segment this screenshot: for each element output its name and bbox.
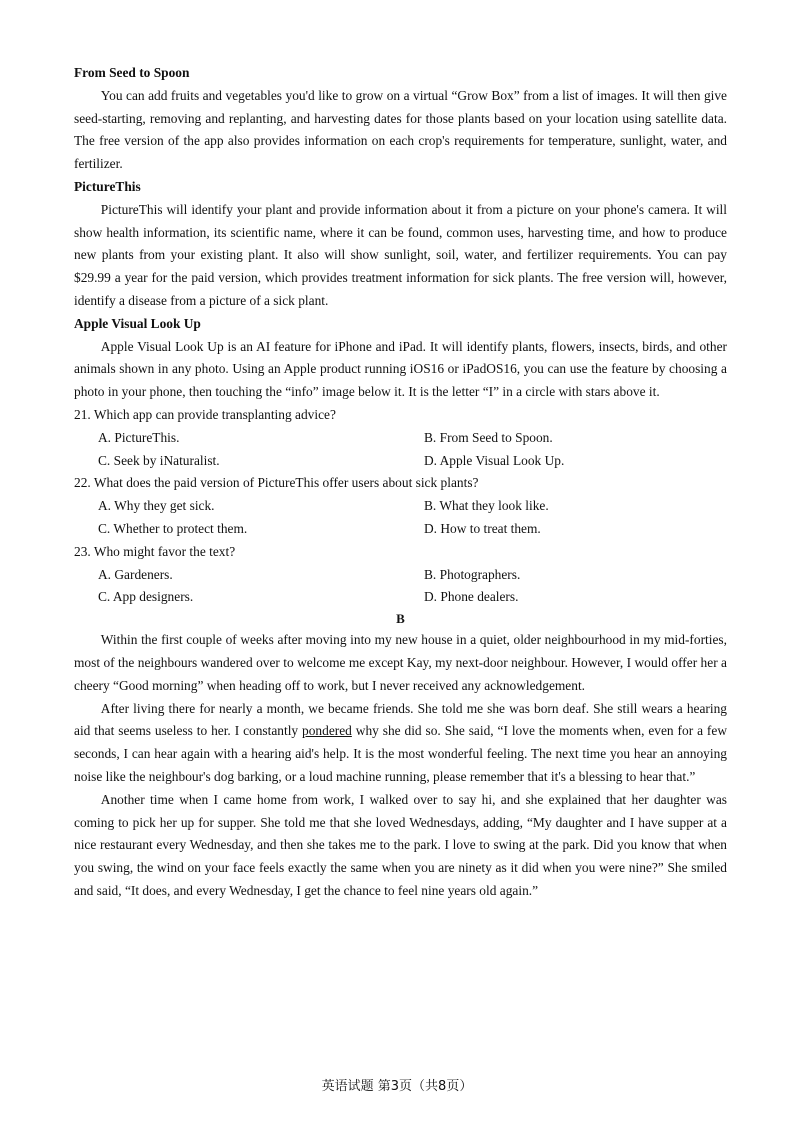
option-d: D. How to treat them. (424, 520, 541, 536)
question-21 (74, 404, 727, 472)
option-c: C. App designers. (98, 589, 194, 605)
question-22 (74, 472, 727, 540)
option-a: A. PictureThis. (98, 429, 180, 445)
app-title-seed-to-spoon: From Seed to Spoon (74, 65, 190, 80)
app-description-apple-visual-look-up: Apple Visual Look Up is an AI feature for iPhone and iPad. It will identify plants, flowers, insects, birds, and other animals shown in any photo. Using an Apple product running iOS16 or iPadOS16, you can use the feature by choosing a photo in your phone, then touching the “info” image below it. It is the letter “I” in a circle with stars above it. (74, 338, 727, 400)
option-b: B. Photographers. (424, 566, 521, 582)
option-d: D. Phone dealers. (424, 589, 519, 605)
option-b: B. From Seed to Spoon. (424, 429, 553, 445)
answer-options (74, 427, 727, 473)
app-description-seed-to-spoon: You can add fruits and vegetables you'd like to grow on a virtual “Grow Box” from a list of images. It will then give seed-starting, removing and replanting, and harvesting dates for those plants based on your location using satellite data. The free version of the app also provides information on each crop's requirements for temperature, sunlight, water, and fertilizer. (74, 87, 727, 172)
app-title-apple-visual-look-up: Apple Visual Look Up (74, 315, 201, 331)
passage-b-paragraph-3: Another time when I came home from work, I walked over to say hi, and she explained that her daughter was coming to pick her up for supper. She told me that she loved Wednesdays, adding, “My daughter and I have supper at a nice restaurant every Wednesday, and then she takes me to the park. I love to swing at the park. Did you know that when you swing, the wind on your face feels exactly the same when you are ninety as it did when you were nine?” She smiled and said, “It does, and every Wednesday, I get the chance to feel nine years old again.” (74, 791, 727, 898)
app-title-picturethis: PictureThis (74, 178, 141, 194)
question-stem: 22. What does the paid version of PictureThis offer users about sick plants? (74, 475, 479, 491)
paragraph-text: After living there for nearly a month, we became friends. She told me she was born deaf. She still wears a hearing aid that seems useless to her. I constantly (74, 700, 727, 739)
question-stem: 21. Which app can provide transplanting advice? (74, 406, 336, 422)
answer-options (74, 564, 727, 610)
passage-b-paragraph-1: Within the first couple of weeks after moving into my new house in a quiet, older neighbourhood in my mid-forties, most of the neighbours wandered over to welcome me except Kay, my next-door neighbour. However, I would offer her a cheery “Good morning” when heading off to work, but I never received any acknowledgement. (74, 632, 727, 693)
page-footer: 英语试题 第3页（共8页） (321, 1079, 473, 1094)
option-c: C. Whether to protect them. (98, 520, 248, 536)
app-description-picturethis: PictureThis will identify your plant and provide information about it from a picture on your phone's camera. It will show health information, its scientific name, where it can be found, common uses, harvesting time, and how to produce new plants from your existing plant. It also will show sunlight, soil, water, and fertilizer requirements. You can pay $29.99 a year for the paid version, which provides treatment information for sick plants. The free version will, however, identify a disease from a picture of a sick plant. (74, 201, 727, 308)
option-a: A. Why they get sick. (98, 498, 215, 514)
question-23 (74, 541, 727, 609)
question-stem: 23. Who might favor the text? (74, 543, 236, 559)
underlined-word: pondered (302, 723, 352, 739)
exam-page (74, 62, 727, 903)
option-b: B. What they look like. (424, 498, 549, 514)
section-b-label: B (396, 611, 405, 627)
paragraph-text: why she did so. She said, “I love the moments when, even for a few seconds, I can hear again with a hearing aid's help. It is the most wonderful feeling. The next time you hear an annoying noise like the neighbour's dog barking, or a loud machine running, please remember that it's a blessing to hear that.” (74, 723, 727, 784)
option-c: C. Seek by iNaturalist. (98, 452, 220, 468)
answer-options (74, 495, 727, 541)
passage-b-paragraph-2 (74, 698, 727, 789)
option-d: D. Apple Visual Look Up. (424, 452, 565, 468)
option-a: A. Gardeners. (98, 566, 173, 582)
